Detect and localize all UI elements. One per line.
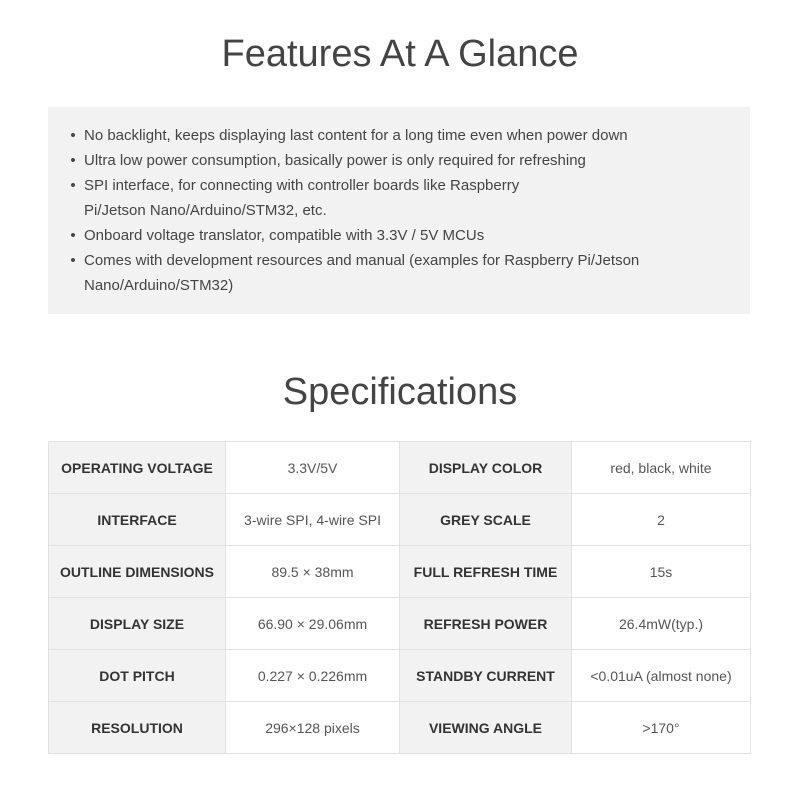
bullet-icon: • bbox=[70, 127, 76, 144]
table-row bbox=[49, 442, 751, 494]
spec-value: 66.90 × 29.06mm bbox=[226, 598, 400, 650]
specifications-title: Specifications bbox=[282, 371, 518, 413]
spec-value: 2 bbox=[572, 494, 751, 546]
spec-value: <0.01uA (almost none) bbox=[572, 650, 751, 702]
feature-text: No backlight, keeps displaying last content for a long time even when power down bbox=[84, 127, 628, 144]
feature-text: SPI interface, for connecting with controller boards like Raspberry Pi/Jetson Nano/Arduino/STM32, etc. bbox=[84, 177, 520, 219]
spec-label: RESOLUTION bbox=[49, 702, 226, 754]
spec-label: DOT PITCH bbox=[49, 650, 226, 702]
feature-item bbox=[70, 173, 730, 223]
feature-text: Onboard voltage translator, compatible with 3.3V / 5V MCUs bbox=[84, 227, 485, 244]
spec-label: FULL REFRESH TIME bbox=[400, 546, 572, 598]
spec-value: 15s bbox=[572, 546, 751, 598]
specifications-table bbox=[48, 441, 751, 754]
features-list bbox=[70, 123, 730, 298]
bullet-icon: • bbox=[70, 227, 76, 244]
spec-label: OPERATING VOLTAGE bbox=[49, 442, 226, 494]
feature-text: Ultra low power consumption, basically power is only required for refreshing bbox=[84, 152, 586, 169]
spec-label: INTERFACE bbox=[49, 494, 226, 546]
spec-value: 26.4mW(typ.) bbox=[572, 598, 751, 650]
table-row bbox=[49, 702, 751, 754]
spec-label: VIEWING ANGLE bbox=[400, 702, 572, 754]
spec-value: 89.5 × 38mm bbox=[226, 546, 400, 598]
spec-value: 3-wire SPI, 4-wire SPI bbox=[226, 494, 400, 546]
table-row bbox=[49, 650, 751, 702]
bullet-icon: • bbox=[70, 152, 76, 169]
feature-text: Comes with development resources and manual (examples for Raspberry Pi/Jetson Nano/Arduino/STM32) bbox=[84, 252, 640, 294]
features-title: Features At A Glance bbox=[221, 33, 579, 75]
spec-label: STANDBY CURRENT bbox=[400, 650, 572, 702]
bullet-icon: • bbox=[70, 177, 76, 194]
bullet-icon: • bbox=[70, 252, 76, 269]
spec-value: 296×128 pixels bbox=[226, 702, 400, 754]
spec-value: 0.227 × 0.226mm bbox=[226, 650, 400, 702]
table-row bbox=[49, 494, 751, 546]
table-row bbox=[49, 598, 751, 650]
feature-item bbox=[70, 248, 730, 298]
spec-value: 3.3V/5V bbox=[226, 442, 400, 494]
spec-value: red, black, white bbox=[572, 442, 751, 494]
features-panel bbox=[48, 107, 750, 314]
feature-item bbox=[70, 123, 730, 148]
spec-label: OUTLINE DIMENSIONS bbox=[49, 546, 226, 598]
spec-value: >170° bbox=[572, 702, 751, 754]
spec-label: GREY SCALE bbox=[400, 494, 572, 546]
spec-label: REFRESH POWER bbox=[400, 598, 572, 650]
feature-item bbox=[70, 223, 730, 248]
spec-label: DISPLAY COLOR bbox=[400, 442, 572, 494]
feature-item bbox=[70, 148, 730, 173]
table-row bbox=[49, 546, 751, 598]
spec-label: DISPLAY SIZE bbox=[49, 598, 226, 650]
